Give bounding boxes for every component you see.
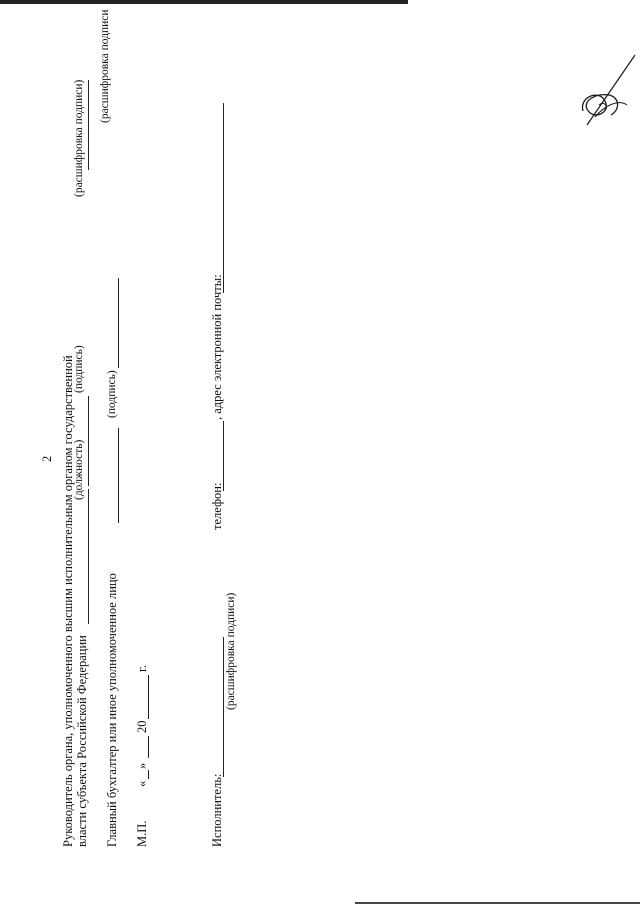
accountant-signature-caption: (подпись) xyxy=(106,370,118,418)
accountant-label: Главный бухгалтер или иное уполномоченное лицо xyxy=(105,573,119,847)
executor-email-blank xyxy=(223,103,224,293)
accountant-decoding-caption: (расшифровка подписи xyxy=(99,9,111,123)
head-title-line1: Руководитель органа, уполномоченного высшим исполнительным органом государственной xyxy=(61,355,75,847)
page-number: 2 xyxy=(40,455,54,462)
stamp-month-blank xyxy=(148,736,149,758)
head-decoding-caption: (расшифровка подписи) xyxy=(73,79,85,197)
stamp-quote-open: « xyxy=(135,780,149,787)
stamp-year-blank xyxy=(148,675,149,719)
head-title-line2: власти субъекта Российской Федерации xyxy=(75,635,89,847)
executor-phone-label: телефон: xyxy=(210,482,224,530)
head-signature-blank xyxy=(88,396,89,486)
stamp-year-prefix: 20 xyxy=(135,720,149,733)
stamp-year-suffix: г. xyxy=(135,665,149,672)
stamp-mp: М.П. xyxy=(135,820,149,847)
head-signature-caption: (подпись) xyxy=(73,345,85,393)
executor-phone-blank xyxy=(223,421,224,491)
executor-label: Исполнитель: xyxy=(210,773,224,847)
accountant-signature-blank xyxy=(118,428,119,523)
executor-decoding-caption: (расшифровка подписи) xyxy=(225,592,237,710)
executor-email-label: , адрес электронной почты: xyxy=(210,274,224,420)
accountant-decoding-blank xyxy=(118,278,119,368)
head-position-caption: (должность) xyxy=(73,439,85,500)
head-position-blank xyxy=(88,489,89,624)
stamp-quote-close: » xyxy=(135,762,149,769)
handwritten-signature xyxy=(575,45,640,135)
head-decoding-blank xyxy=(88,80,89,170)
stamp-day-blank xyxy=(148,770,149,779)
